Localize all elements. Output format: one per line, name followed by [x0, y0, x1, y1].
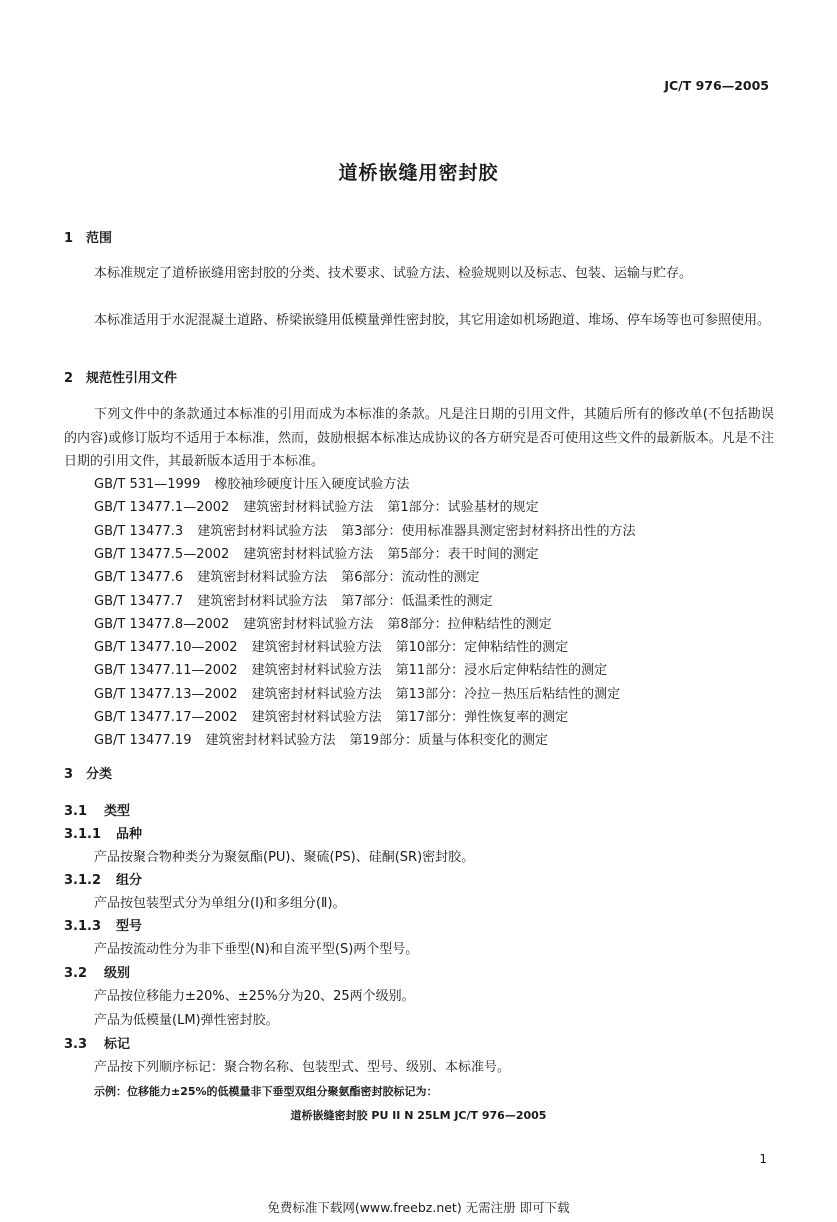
example-note: 示例：位移能力±25%的低模量非下垂型双组分聚氨酯密封胶标记为：	[94, 1085, 438, 1098]
section-number: 3.1.3	[64, 919, 102, 934]
section-1-heading	[64, 230, 112, 248]
subsection-3-3-heading	[64, 1036, 130, 1054]
reference-part: 第1部分：试验基材的规定	[387, 500, 539, 516]
section-title: 标记	[104, 1037, 131, 1052]
section-number: 1	[64, 231, 74, 246]
paragraph: 本标准适用于水泥混凝土道路、桥梁嵌缝用低模量弹性密封胶，其它用途如机场跑道、堆场、停车场等也可参照使用。	[94, 313, 771, 328]
paragraph: 产品按聚合物种类分为聚氨酯(PU)、聚硫(PS)、硅酮(SR)密封胶。	[94, 850, 475, 865]
footer-text: 免费标准下载网(www.freebz.net) 无需注册 即可下载	[267, 1200, 570, 1215]
subsection-3-1-2-heading	[64, 872, 142, 890]
section-number: 3.1.1	[64, 827, 102, 842]
reference-code: GB/T 13477.8—2002	[94, 616, 230, 632]
reference-code: GB/T 13477.10—2002	[94, 640, 238, 656]
reference-title: 建筑密封材料试验方法	[251, 686, 382, 702]
reference-code: GB/T 13477.13—2002	[94, 686, 238, 702]
section-title: 品种	[116, 827, 143, 842]
reference-part: 第3部分：使用标准器具测定密封材料挤出性的方法	[341, 523, 636, 539]
section-number: 2	[64, 371, 74, 386]
section-title: 类型	[104, 804, 131, 819]
paragraph: 产品按下列顺序标记：聚合物名称、包装型式、型号、级别、本标准号。	[94, 1060, 511, 1075]
section-title: 分类	[86, 767, 113, 782]
reference-code: GB/T 13477.6	[94, 570, 184, 586]
reference-item	[94, 729, 548, 748]
paragraph: 产品按位移能力±20%、±25%分为20、25两个级别。	[94, 989, 415, 1004]
reference-code: GB/T 13477.5—2002	[94, 546, 230, 562]
section-title: 级别	[104, 966, 131, 981]
reference-part: 第7部分：低温柔性的测定	[341, 593, 493, 609]
reference-code: GB/T 13477.1—2002	[94, 500, 230, 516]
reference-part: 第19部分：质量与体积变化的测定	[349, 733, 549, 749]
subsection-3-2-heading	[64, 965, 130, 983]
reference-title: 建筑密封材料试验方法	[197, 523, 328, 539]
reference-item	[94, 613, 552, 632]
reference-code: GB/T 13477.11—2002	[94, 663, 238, 679]
reference-title: 建筑密封材料试验方法	[243, 616, 374, 632]
reference-item	[94, 566, 480, 585]
reference-item	[94, 683, 620, 702]
reference-title: 建筑密封材料试验方法	[251, 663, 382, 679]
reference-part: 第13部分：冷拉－热压后粘结性的测定	[395, 686, 621, 702]
paragraph: 产品按包装型式分为单组分(I)和多组分(Ⅱ)。	[94, 896, 346, 911]
reference-item	[94, 496, 539, 515]
section-title: 范围	[86, 231, 113, 246]
reference-item	[94, 590, 493, 609]
marking-example: 道桥嵌缝密封胶 PU II N 25LM JC/T 976—2005	[290, 1109, 547, 1122]
reference-item	[94, 706, 568, 725]
reference-code: GB/T 531—1999	[94, 477, 201, 492]
reference-item	[94, 543, 539, 562]
reference-title: 橡胶袖珍硬度计压入硬度试验方法	[214, 477, 410, 492]
reference-item	[94, 473, 409, 492]
subsection-3-1-heading	[64, 803, 130, 821]
reference-code: GB/T 13477.19	[94, 733, 192, 749]
section-2-heading	[64, 370, 177, 388]
reference-title: 建筑密封材料试验方法	[197, 570, 328, 586]
paragraph: 产品为低模量(LM)弹性密封胶。	[94, 1013, 279, 1028]
reference-part: 第17部分：弹性恢复率的测定	[395, 710, 569, 725]
subsection-3-1-1-heading	[64, 826, 142, 844]
reference-title: 建筑密封材料试验方法	[251, 710, 382, 725]
reference-code: GB/T 13477.3	[94, 523, 184, 539]
section-number: 3.1	[64, 804, 88, 819]
section-3-heading	[64, 766, 112, 784]
reference-part: 第8部分：拉伸粘结性的测定	[387, 616, 552, 632]
reference-item	[94, 520, 636, 539]
reference-item	[94, 636, 568, 655]
reference-title: 建筑密封材料试验方法	[243, 546, 374, 562]
reference-code: GB/T 13477.7	[94, 593, 184, 609]
reference-code: GB/T 13477.17—2002	[94, 710, 238, 725]
reference-part: 第11部分：浸水后定伸粘结性的测定	[395, 663, 608, 679]
reference-title: 建筑密封材料试验方法	[197, 593, 328, 609]
section-number: 3.1.2	[64, 873, 102, 888]
section-title: 型号	[116, 919, 143, 934]
reference-part: 第5部分：表干时间的测定	[387, 546, 539, 562]
page-number: 1	[759, 1152, 767, 1166]
document-title: 道桥嵌缝用密封胶	[338, 162, 499, 184]
reference-part: 第6部分：流动性的测定	[341, 570, 480, 586]
reference-title: 建筑密封材料试验方法	[251, 640, 382, 656]
subsection-3-1-3-heading	[64, 918, 142, 936]
section-title: 规范性引用文件	[86, 371, 178, 386]
paragraph: 下列文件中的条款通过本标准的引用而成为本标准的条款。凡是注日期的引用文件，其随后所有的修改单(不包括勘误的内容)或修订版均不适用于本标准，然而，鼓励根据本标准达成协议的各方研究是否可使用这些文件的最新版本。凡是不注日期的引用文件，其最新版本适用于本标准。	[64, 407, 774, 469]
section-number: 3	[64, 767, 74, 782]
paragraph: 产品按流动性分为非下垂型(N)和自流平型(S)两个型号。	[94, 942, 419, 957]
reference-title: 建筑密封材料试验方法	[205, 733, 336, 749]
paragraph: 本标准规定了道桥嵌缝用密封胶的分类、技术要求、试验方法、检验规则以及标志、包装、运输与贮存。	[94, 266, 693, 281]
section-number: 3.2	[64, 966, 88, 981]
reference-item	[94, 659, 607, 678]
reference-title: 建筑密封材料试验方法	[243, 500, 374, 516]
section-number: 3.3	[64, 1037, 88, 1052]
section-title: 组分	[116, 873, 143, 888]
reference-part: 第10部分：定伸粘结性的测定	[395, 640, 569, 656]
document-number: JC/T 976—2005	[664, 78, 769, 93]
